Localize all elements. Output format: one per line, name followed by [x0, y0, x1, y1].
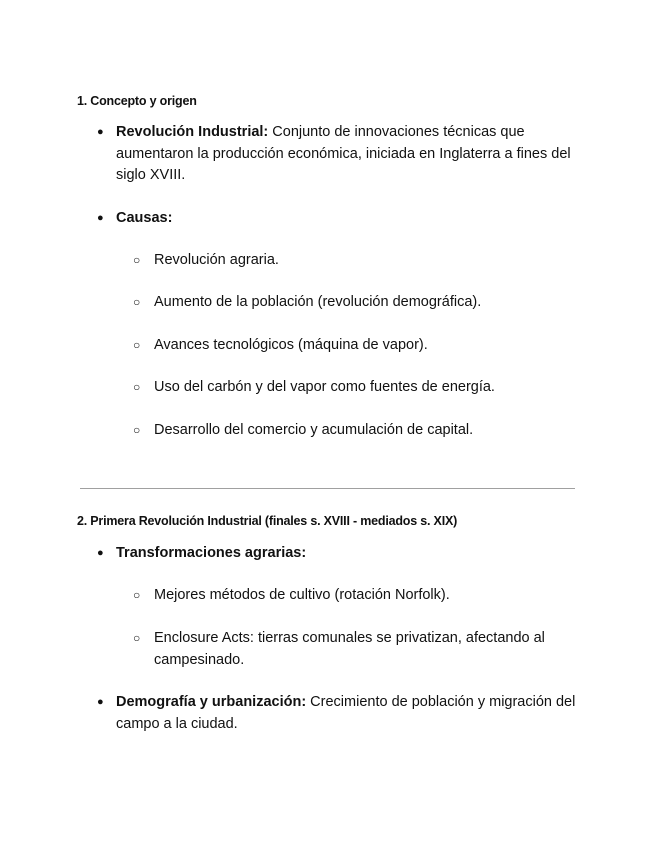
term-label: Demografía y urbanización: — [116, 694, 307, 710]
agrarian-item — [133, 585, 579, 607]
cause-item — [133, 377, 579, 399]
cause-item — [133, 420, 579, 442]
cause-text: Avances tecnológicos (máquina de vapor). — [154, 337, 428, 353]
cause-text: Aumento de la población (revolución demográfica). — [154, 294, 482, 310]
horizontal-divider — [80, 488, 575, 489]
disc-bullet-icon: ● — [97, 547, 104, 559]
cause-item — [133, 335, 579, 357]
disc-bullet-icon: ● — [97, 696, 104, 708]
list-item-causas — [97, 208, 581, 230]
term-label: Revolución Industrial: — [116, 124, 269, 140]
circle-bullet-icon: ○ — [133, 631, 141, 645]
circle-bullet-icon: ○ — [133, 338, 141, 352]
section-2-heading: 2. Primera Revolución Industrial (finales s. XVIII - mediados s. XIX) — [77, 514, 458, 528]
circle-bullet-icon: ○ — [133, 423, 141, 437]
cause-item — [133, 292, 579, 314]
circle-bullet-icon: ○ — [133, 295, 141, 309]
cause-item — [133, 250, 579, 272]
disc-bullet-icon: ● — [97, 212, 104, 224]
cause-text: Revolución agraria. — [154, 252, 279, 268]
definition-text: Conjunto de innovaciones técnicas que aumentaron la producción económica, iniciada en Inglaterra a fines del siglo XVIII. — [116, 124, 571, 183]
agrarian-item — [133, 628, 579, 671]
definition-text: Crecimiento de población y migración del campo a la ciudad. — [116, 694, 576, 732]
list-item-demografia — [97, 692, 581, 735]
circle-bullet-icon: ○ — [133, 588, 141, 602]
term-label: Causas: — [116, 210, 173, 226]
cause-text: Desarrollo del comercio y acumulación de capital. — [154, 422, 474, 438]
list-item-revolucion-industrial — [97, 122, 581, 187]
section-1-heading: 1. Concepto y origen — [77, 94, 197, 108]
disc-bullet-icon: ● — [97, 126, 104, 138]
agrarian-text: Enclosure Acts: tierras comunales se privatizan, afectando al campesinado. — [154, 630, 545, 668]
circle-bullet-icon: ○ — [133, 380, 141, 394]
cause-text: Uso del carbón y del vapor como fuentes de energía. — [154, 379, 495, 395]
term-label: Transformaciones agrarias: — [116, 545, 307, 561]
list-item-transformaciones-agrarias — [97, 543, 581, 565]
agrarian-text: Mejores métodos de cultivo (rotación Norfolk). — [154, 587, 450, 603]
circle-bullet-icon: ○ — [133, 253, 141, 267]
